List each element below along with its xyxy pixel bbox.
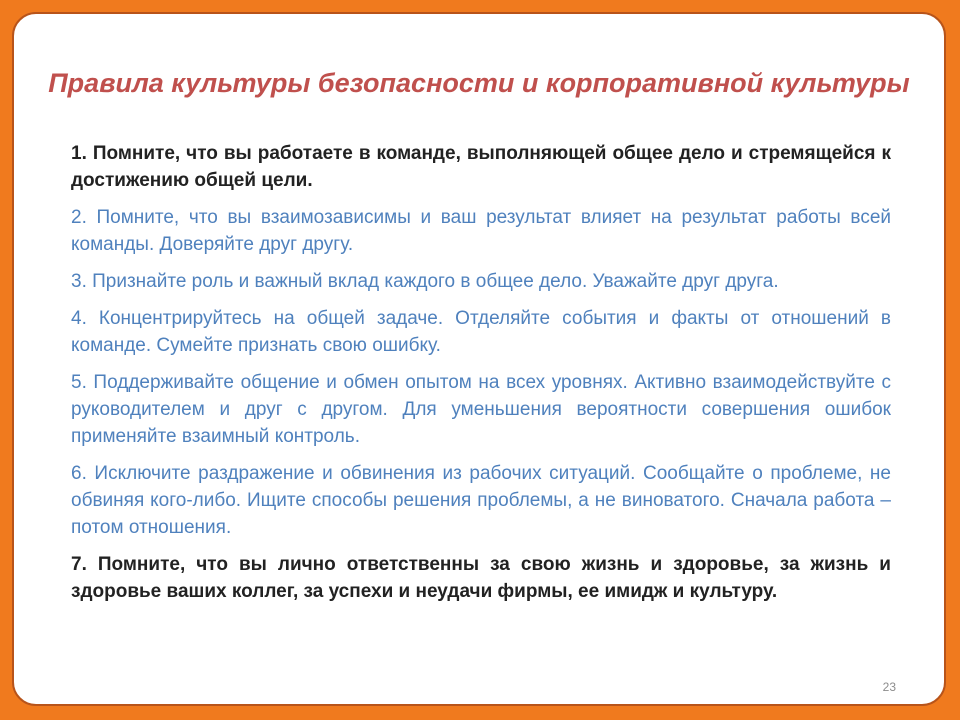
rules-list	[71, 140, 891, 615]
rule-item-7: 7. Помните, что вы лично ответственны за свою жизнь и здоровье, за жизнь и здоровье ваших коллег, за успехи и неудачи фирмы, ее имидж и культуру.	[71, 554, 891, 602]
rule-item-4: 4. Концентрируйтесь на общей задаче. Отделяйте события и факты от отношений в команде. Сумейте признать свою ошибку.	[71, 308, 891, 356]
rule-item-5: 5. Поддерживайте общение и обмен опытом на всех уровнях. Активно взаимодействуйте с руководителем и друг с другом. Для уменьшения вероятности совершения ошибок применяйте взаимный контроль.	[71, 372, 891, 447]
slide-title: Правила культуры безопасности и корпоративной культуры	[48, 68, 910, 98]
slide-panel	[12, 12, 946, 706]
rule-item-1: 1. Помните, что вы работаете в команде, выполняющей общее дело и стремящейся к достижению общей цели.	[71, 143, 891, 191]
page-number: 23	[882, 680, 896, 694]
rule-item-6: 6. Исключите раздражение и обвинения из рабочих ситуаций. Сообщайте о проблеме, не обвиняя кого-либо. Ищите способы решения проблемы, а не виноватого. Сначала работа – потом отношения.	[71, 463, 891, 538]
rule-item-3: 3. Признайте роль и важный вклад каждого в общее дело. Уважайте друг друга.	[71, 271, 779, 292]
rule-item-2: 2. Помните, что вы взаимозависимы и ваш результат влияет на результат работы всей команды. Доверяйте друг другу.	[71, 207, 891, 255]
